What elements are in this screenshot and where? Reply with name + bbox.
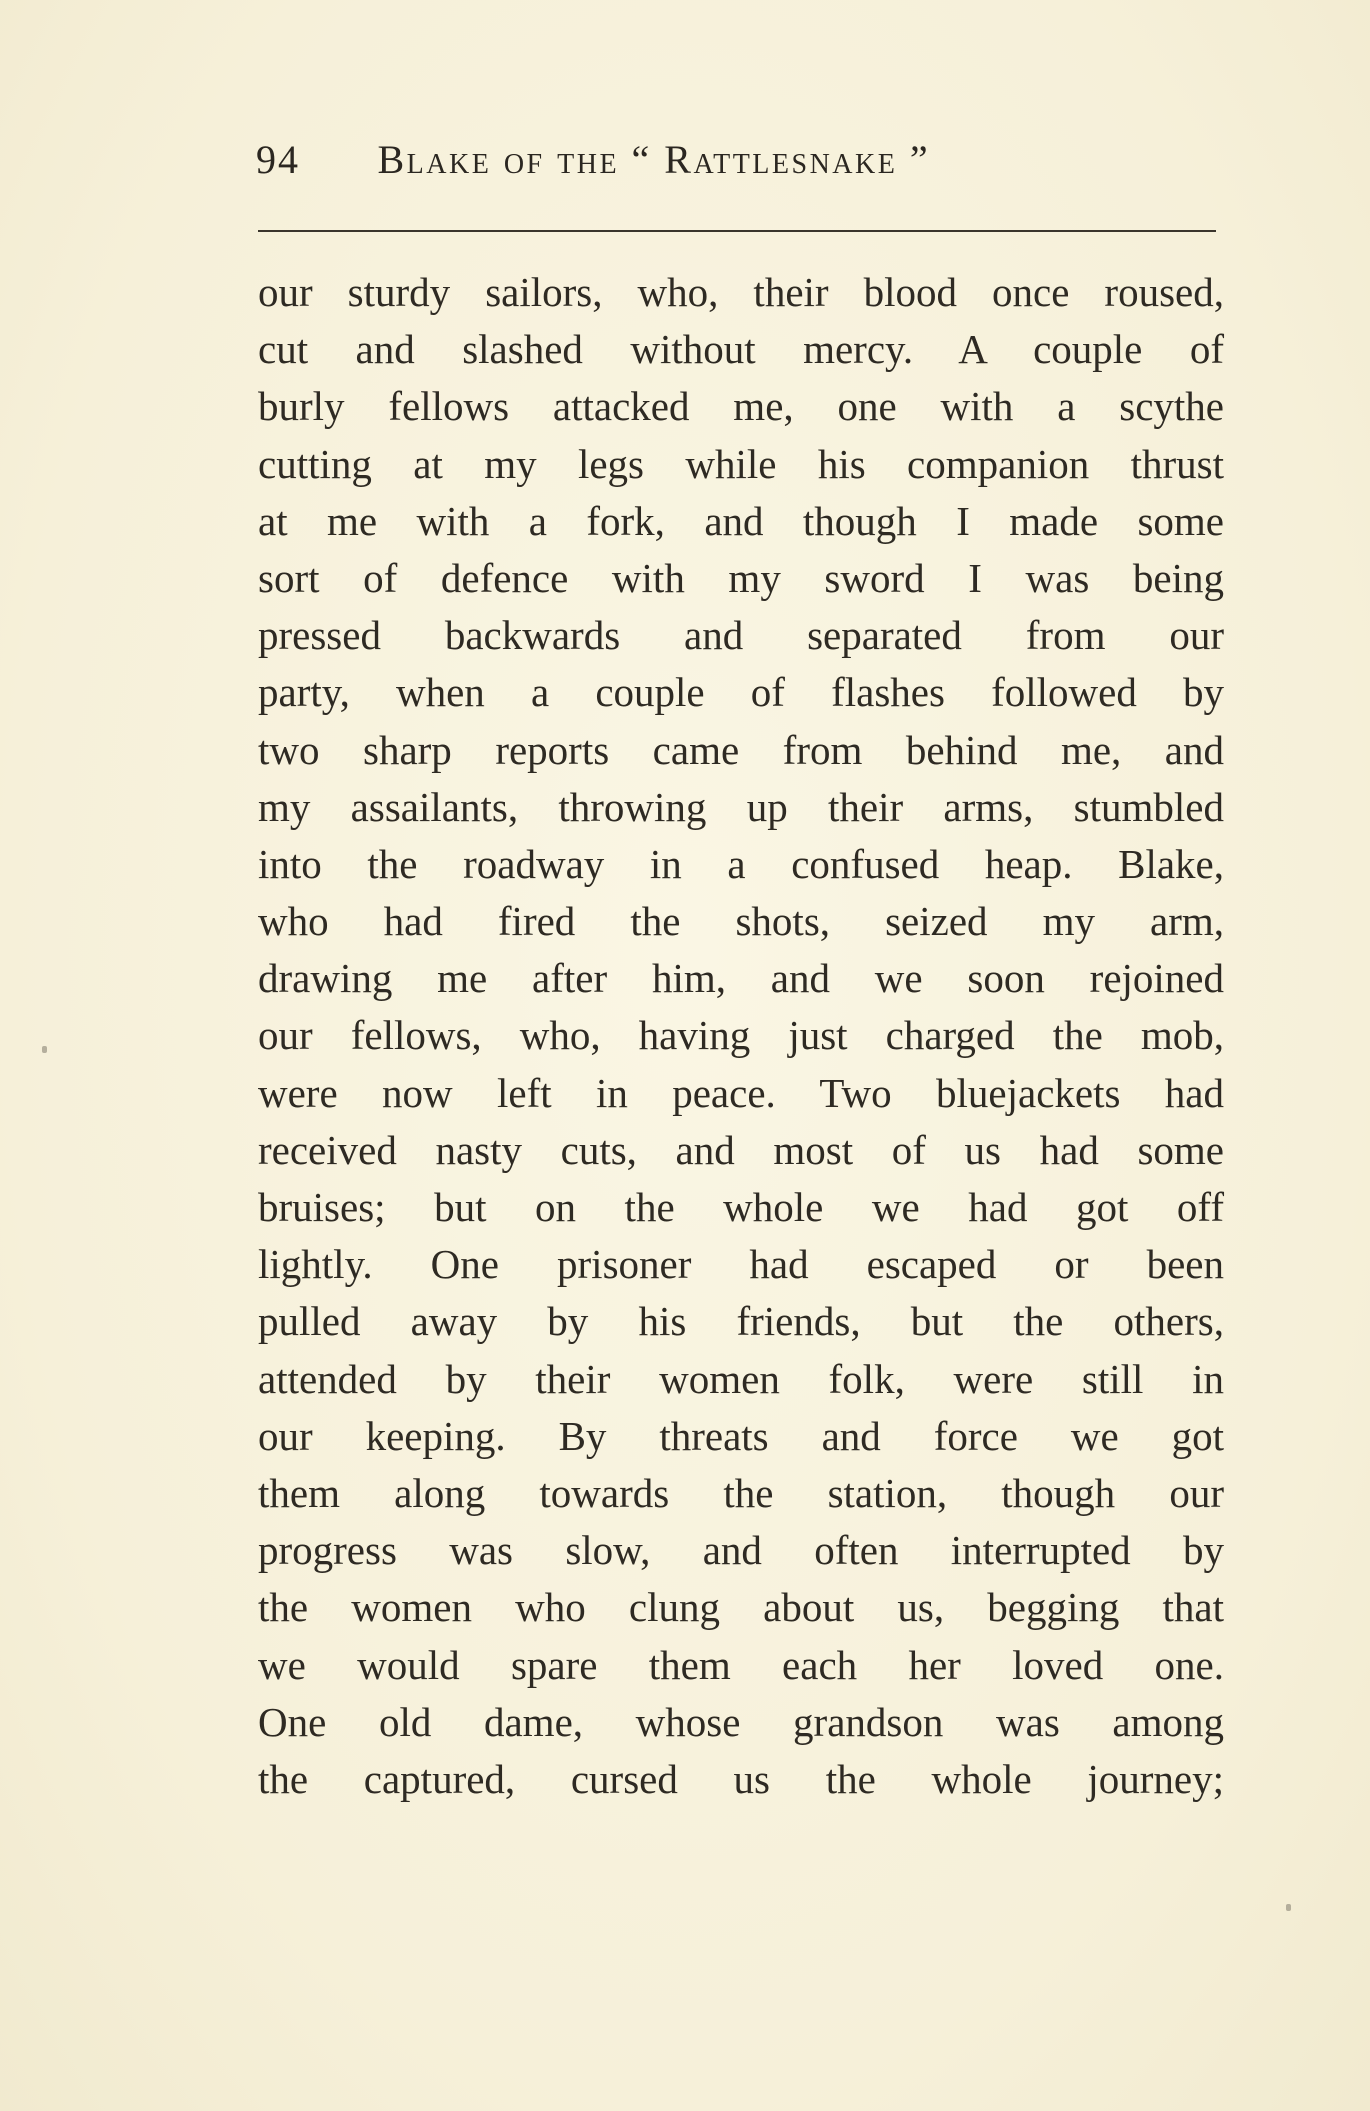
text-line: who had fired the shots, seized my arm, [258,898,1224,945]
text-line: them along towards the station, though our [258,1469,1224,1516]
text-line: our keeping. By threats and force we got [258,1412,1224,1459]
text-line: drawing me after him, and we soon rejoined [258,955,1224,1002]
text-line: cut and slashed without mercy. A couple of [258,326,1224,373]
body-text [258,264,1224,1808]
page-number: 94 [256,137,300,182]
text-line: party, when a couple of flashes followed by [258,669,1224,716]
text-line: cutting at my legs while his companion thrust [258,440,1224,487]
text-line: the women who clung about us, begging that [258,1584,1224,1631]
running-head [256,130,1216,190]
text-line: our fellows, who, having just charged the mob, [258,1012,1224,1059]
text-line: lightly. One prisoner had escaped or been [258,1241,1224,1288]
text-line: One old dame, whose grandson was among [258,1698,1224,1745]
running-title: Blake of the “ Rattlesnake ” [377,137,931,182]
text-line: our sturdy sailors, who, their blood once roused, [258,269,1224,315]
text-line: burly fellows attacked me, one with a scythe [258,383,1224,430]
paper-speck [42,1046,47,1053]
text-line: the captured, cursed us the whole journey; [258,1755,1224,1802]
text-line: my assailants, throwing up their arms, stumbled [258,783,1224,830]
text-line: sort of defence with my sword I was being [258,554,1224,601]
text-line: at me with a fork, and though I made some [258,497,1224,544]
text-line: received nasty cuts, and most of us had some [258,1126,1224,1173]
text-line: progress was slow, and often interrupted by [258,1527,1224,1574]
text-line: bruises; but on the whole we had got off [258,1184,1224,1230]
text-line: we would spare them each her loved one. [258,1641,1224,1688]
text-line: pulled away by his friends, but the others, [258,1298,1224,1345]
paper-speck [1286,1904,1291,1911]
text-line: were now left in peace. Two bluejackets had [258,1069,1224,1116]
text-line: two sharp reports came from behind me, and [258,726,1224,773]
text-line: into the roadway in a confused heap. Blake, [258,840,1224,887]
text-line: pressed backwards and separated from our [258,612,1224,659]
header-rule [258,230,1216,232]
text-line: attended by their women folk, were still in [258,1355,1224,1402]
